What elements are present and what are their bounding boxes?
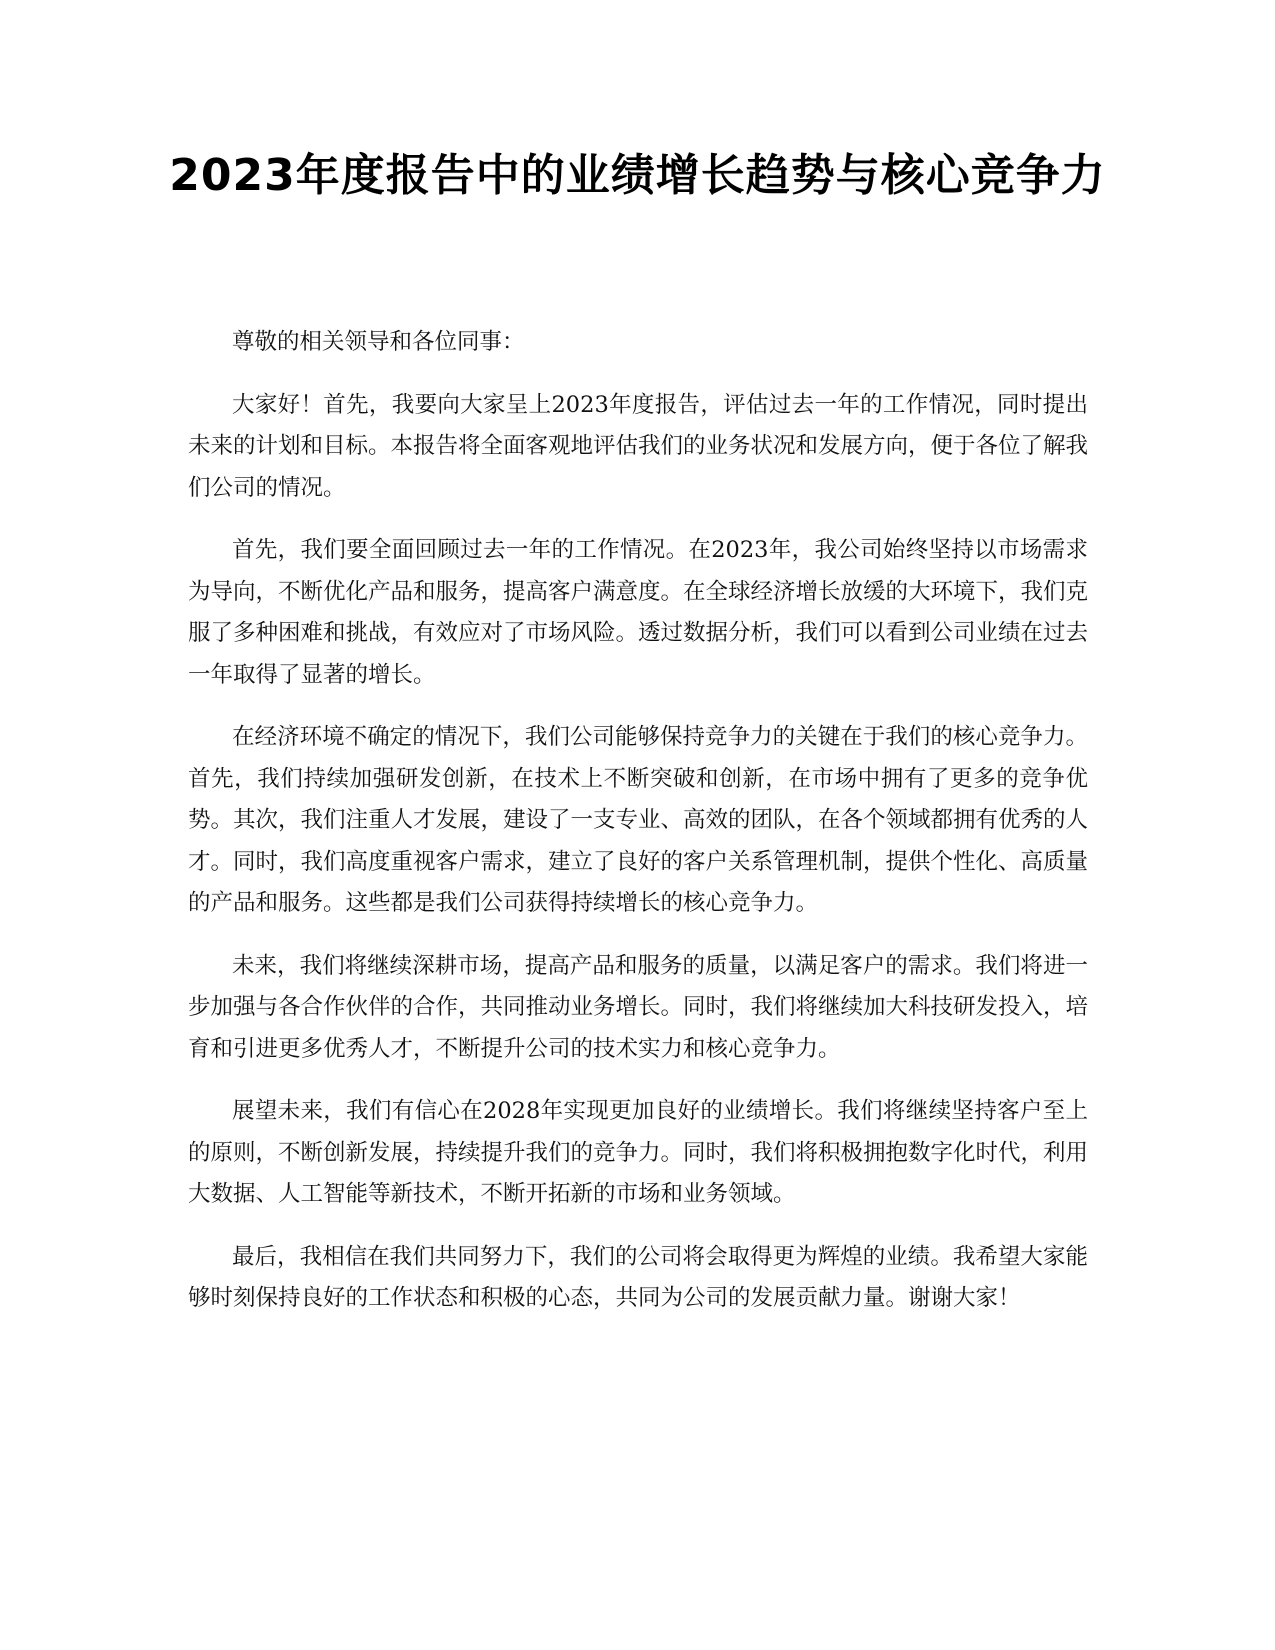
paragraph-salutation: 尊敬的相关领导和各位同事： [232, 329, 525, 355]
paragraph-future: 未来，我们将继续深耕市场，提高产品和服务的质量，以满足客户的需求。我们将进一步加强与各合作伙伴的合作，共同推动业务增长。同时，我们将继续加大科技研发投入，培育和引进更多优秀人才，不断提升公司的技术实力和核心竞争力。 [188, 952, 1089, 1062]
paragraph-core-competence: 在经济环境不确定的情况下，我们公司能够保持竞争力的关键在于我们的核心竞争力。首先，我们持续加强研发创新，在技术上不断突破和创新，在市场中拥有了更多的竞争优势。其次，我们注重人才发展，建设了一支专业、高效的团队，在各个领域都拥有优秀的人才。同时，我们高度重视客户需求，建立了良好的客户关系管理机制，提供个性化、高质量的产品和服务。这些都是我们公司获得持续增长的核心竞争力。 [188, 724, 1089, 916]
paragraph-outlook: 展望未来，我们有信心在2028年实现更加良好的业绩增长。我们将继续坚持客户至上的原则，不断创新发展，持续提升我们的竞争力。同时，我们将积极拥抱数字化时代，利用大数据、人工智能等新技术，不断开拓新的市场和业务领域。 [188, 1098, 1089, 1207]
paragraph-intro: 大家好！首先，我要向大家呈上2023年度报告，评估过去一年的工作情况，同时提出未来的计划和目标。本报告将全面客观地评估我们的业务状况和发展方向，便于各位了解我们公司的情况。 [188, 391, 1089, 501]
document-body [188, 322, 1088, 1341]
paragraph-review: 首先，我们要全面回顾过去一年的工作情况。在2023年，我公司始终坚持以市场需求为导向，不断优化产品和服务，提高客户满意度。在全球经济增长放缓的大环境下，我们克服了多种困难和挑战，有效应对了市场风险。透过数据分析，我们可以看到公司业绩在过去一年取得了显著的增长。 [188, 537, 1089, 688]
paragraph-closing: 最后，我相信在我们共同努力下，我们的公司将会取得更为辉煌的业绩。我希望大家能够时刻保持良好的工作状态和积极的心态，共同为公司的发展贡献力量。谢谢大家！ [188, 1243, 1088, 1311]
document-title: 2023年度报告中的业绩增长趋势与核心竞争力 [169, 150, 1106, 201]
